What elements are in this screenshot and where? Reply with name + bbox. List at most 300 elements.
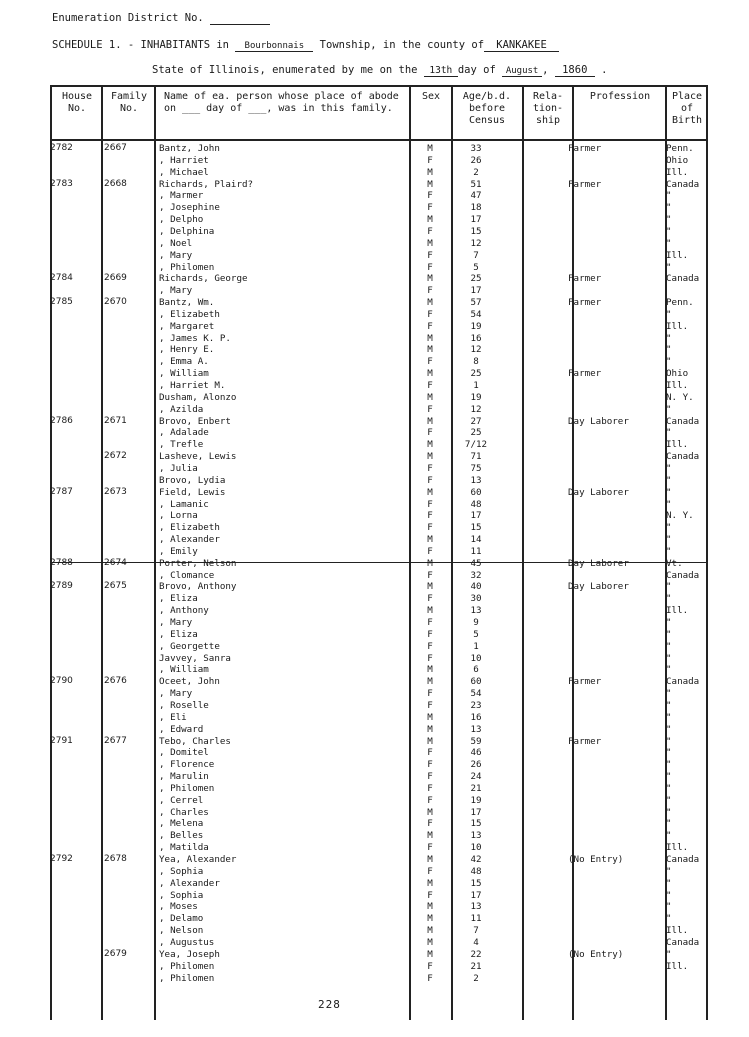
- table-row: [50, 570, 707, 582]
- sex-value: F: [427, 652, 433, 664]
- family-number: 2679: [104, 948, 127, 959]
- person-name: , Harriet M.: [159, 380, 226, 391]
- table-row: [50, 179, 707, 191]
- birthplace-value: ": [666, 474, 672, 486]
- table-row: [50, 961, 707, 973]
- table-row: [50, 830, 707, 842]
- birthplace-value: ": [666, 782, 672, 794]
- person-name: , Sophia: [159, 865, 204, 877]
- sex-value: M: [427, 913, 433, 925]
- birthplace-value: Canada: [666, 273, 700, 285]
- table-row: [50, 593, 707, 605]
- birthplace-value: ": [666, 522, 672, 534]
- sex-value: M: [427, 605, 433, 617]
- sex-value: M: [427, 877, 433, 889]
- birthplace-value: ": [666, 901, 672, 913]
- col-head-relation: Rela- tion- ship: [532, 91, 564, 126]
- house-number: 2785: [50, 297, 73, 308]
- sex-value: F: [427, 380, 433, 391]
- person-name: , Florence: [159, 759, 215, 771]
- birthplace-value: Ill.: [666, 439, 689, 451]
- table-row: [50, 404, 707, 416]
- person-name: Oceet, John: [159, 676, 220, 688]
- sex-value: F: [427, 889, 433, 901]
- sex-value: F: [427, 960, 433, 972]
- sex-value: F: [427, 842, 433, 854]
- age-value: 23: [470, 699, 482, 711]
- age-value: 12: [470, 237, 482, 249]
- sex-value: M: [427, 806, 433, 818]
- sex-value: M: [427, 344, 433, 356]
- table-row: [50, 605, 707, 617]
- table-row: [50, 901, 707, 913]
- age-value: 13: [470, 830, 482, 842]
- person-name: , William: [159, 368, 209, 380]
- table-row: [50, 475, 707, 487]
- age-value: 2: [473, 972, 479, 984]
- table-row: [50, 629, 707, 641]
- family-number: 2677: [104, 735, 127, 746]
- person-name: , Alexander: [159, 534, 220, 546]
- age-value: 1: [473, 380, 479, 391]
- sex-value: F: [427, 356, 433, 368]
- sex-value: F: [427, 308, 433, 320]
- profession-value: Farmer: [568, 273, 602, 285]
- birthplace-value: Canada: [666, 415, 700, 427]
- profession-value: Day Laborer: [568, 581, 629, 593]
- age-value: 60: [470, 486, 482, 498]
- birthplace-value: ": [666, 688, 672, 700]
- birthplace-value: ": [666, 735, 672, 747]
- person-name: Bantz, Wm.: [159, 297, 215, 309]
- person-name: , Lamanic: [159, 498, 209, 510]
- sex-value: F: [427, 498, 433, 510]
- sex-value: M: [427, 486, 433, 498]
- person-name: , Emily: [159, 545, 198, 557]
- sex-value: M: [427, 925, 433, 937]
- birthplace-value: ": [666, 356, 672, 368]
- birthplace-value: ": [666, 806, 672, 818]
- family-number: 2671: [104, 415, 127, 426]
- table-row: [50, 807, 707, 819]
- age-value: 11: [470, 545, 482, 557]
- birthplace-value: Ill.: [666, 605, 689, 617]
- person-name: , Matilda: [159, 842, 209, 854]
- family-number: 2673: [104, 486, 127, 497]
- age-value: 15: [470, 877, 482, 889]
- age-value: 13: [470, 901, 482, 913]
- table-row: [50, 439, 707, 451]
- birthplace-value: Ohio: [666, 368, 689, 380]
- sex-value: F: [427, 747, 433, 759]
- state-line: State of Illinois, enumerated by me on the 13th day of August , 1860 .: [152, 64, 608, 76]
- house-number: 2787: [50, 486, 73, 497]
- table-row: [50, 617, 707, 629]
- birthplace-value: Ill.: [666, 925, 689, 937]
- table-row: [50, 712, 707, 724]
- district-blank: [210, 14, 270, 25]
- table-row: [50, 581, 707, 593]
- person-name: , Philomen: [159, 782, 215, 794]
- person-name: , Adalade: [159, 427, 209, 439]
- person-name: Brovo, Lydia: [159, 474, 226, 486]
- table-row: [50, 818, 707, 830]
- table-row: [50, 333, 707, 345]
- sex-value: F: [427, 782, 433, 794]
- person-name: Lasheve, Lewis: [159, 451, 237, 463]
- birthplace-value: ": [666, 332, 672, 344]
- birthplace-value: ": [666, 202, 672, 214]
- age-value: 42: [470, 854, 482, 865]
- birthplace-value: Penn.: [666, 297, 694, 309]
- sex-value: M: [427, 273, 433, 285]
- table-row: [50, 285, 707, 297]
- sex-value: F: [427, 522, 433, 534]
- table-row: [50, 759, 707, 771]
- table-row: [50, 522, 707, 534]
- birthplace-value: Ohio: [666, 154, 689, 166]
- house-number: 2792: [50, 854, 73, 864]
- sex-value: M: [427, 439, 433, 451]
- table-row: [50, 273, 707, 285]
- table-row: [50, 368, 707, 380]
- sex-value: F: [427, 154, 433, 166]
- person-name: , Josephine: [159, 202, 220, 214]
- person-name: , Marulin: [159, 771, 209, 783]
- person-name: , Mary: [159, 617, 193, 628]
- sex-value: M: [427, 557, 433, 569]
- profession-value: Farmer: [568, 368, 602, 380]
- person-name: , Melena: [159, 818, 204, 830]
- table-row: [50, 949, 707, 961]
- township-value: Bourbonnais: [235, 41, 313, 52]
- age-value: 18: [470, 202, 482, 214]
- age-value: 48: [470, 498, 482, 510]
- birthplace-value: ": [666, 830, 672, 842]
- birthplace-value: ": [666, 534, 672, 546]
- age-value: 10: [470, 652, 482, 664]
- person-name: , Lorna: [159, 510, 198, 522]
- birthplace-value: ": [666, 427, 672, 439]
- birthplace-value: ": [666, 214, 672, 226]
- sex-value: F: [427, 699, 433, 711]
- table-row: [50, 724, 707, 736]
- house-number: 2788: [50, 557, 73, 568]
- age-value: 30: [470, 593, 482, 605]
- table-row: [50, 546, 707, 558]
- sex-value: M: [427, 143, 433, 154]
- age-value: 17: [470, 806, 482, 818]
- sex-value: M: [427, 297, 433, 309]
- birthplace-value: Ill.: [666, 380, 689, 391]
- sex-value: M: [427, 415, 433, 427]
- table-row: [50, 143, 707, 155]
- person-name: Tebo, Charles: [159, 735, 231, 747]
- birthplace-value: N. Y.: [666, 391, 694, 403]
- sex-value: M: [427, 830, 433, 842]
- col-head-family: Family No.: [110, 91, 148, 114]
- sex-value: M: [427, 735, 433, 747]
- age-value: 21: [470, 960, 482, 972]
- sex-value: F: [427, 617, 433, 628]
- sex-value: F: [427, 474, 433, 486]
- age-value: 15: [470, 225, 482, 237]
- table-row: [50, 190, 707, 202]
- person-name: , Noel: [159, 237, 193, 249]
- person-name: , James K. P.: [159, 332, 231, 344]
- age-value: 17: [470, 214, 482, 226]
- profession-value: Farmer: [568, 143, 602, 154]
- house-number: 2783: [50, 178, 73, 189]
- family-number: 2675: [104, 581, 127, 592]
- age-value: 7: [473, 249, 479, 261]
- sex-value: M: [427, 178, 433, 190]
- sex-value: F: [427, 640, 433, 652]
- table-row: [50, 534, 707, 546]
- person-name: Javvey, Sanra: [159, 652, 231, 664]
- birthplace-value: Ill.: [666, 842, 689, 854]
- table-row: [50, 380, 707, 392]
- sex-value: F: [427, 261, 433, 273]
- header-bottom-rule: [50, 139, 707, 141]
- table-row: [50, 866, 707, 878]
- birthplace-value: Ill.: [666, 960, 689, 972]
- birthplace-value: Canada: [666, 569, 700, 581]
- age-value: 54: [470, 308, 482, 320]
- age-value: 16: [470, 711, 482, 723]
- age-value: 13: [470, 474, 482, 486]
- family-number: 2667: [104, 143, 127, 153]
- sex-value: F: [427, 285, 433, 297]
- sex-value: F: [427, 545, 433, 557]
- table-row: [50, 676, 707, 688]
- person-name: , Emma A.: [159, 356, 209, 368]
- birthplace-value: ": [666, 344, 672, 356]
- age-value: 32: [470, 569, 482, 581]
- sex-value: F: [427, 427, 433, 439]
- birthplace-value: ": [666, 403, 672, 415]
- col-head-name: Name of ea. person whose place of abode on ___ day of ___, was in this family.: [164, 91, 399, 114]
- birthplace-value: ": [666, 593, 672, 605]
- sex-value: F: [427, 462, 433, 474]
- birthplace-value: Canada: [666, 451, 700, 463]
- family-number: 2676: [104, 676, 127, 687]
- sex-value: M: [427, 948, 433, 960]
- age-value: 14: [470, 534, 482, 546]
- birthplace-value: ": [666, 545, 672, 557]
- table-row: [50, 783, 707, 795]
- sex-value: M: [427, 936, 433, 948]
- table-row: [50, 499, 707, 511]
- table-row: [50, 226, 707, 238]
- person-name: , Cerrel: [159, 794, 204, 806]
- age-value: 1: [473, 640, 479, 652]
- table-row: [50, 416, 707, 428]
- person-name: , Nelson: [159, 925, 204, 937]
- table-row: [50, 356, 707, 368]
- sex-value: F: [427, 688, 433, 700]
- table-row: [50, 795, 707, 807]
- birthplace-value: ": [666, 190, 672, 202]
- age-value: 21: [470, 782, 482, 794]
- person-name: , Elizabeth: [159, 522, 220, 534]
- sex-value: M: [427, 854, 433, 865]
- person-name: , Eli: [159, 711, 187, 723]
- person-name: , Mary: [159, 285, 193, 297]
- age-value: 24: [470, 771, 482, 783]
- birthplace-value: ": [666, 237, 672, 249]
- person-name: , Delpho: [159, 214, 204, 226]
- table-row: [50, 854, 707, 866]
- birthplace-value: ": [666, 877, 672, 889]
- profession-value: (No Entry): [568, 854, 624, 865]
- age-value: 15: [470, 522, 482, 534]
- person-name: , Belles: [159, 830, 204, 842]
- age-value: 19: [470, 320, 482, 332]
- age-value: 75: [470, 462, 482, 474]
- family-number: 2669: [104, 273, 127, 284]
- age-value: 57: [470, 297, 482, 309]
- birthplace-value: Vt.: [666, 557, 683, 569]
- person-name: , Domitel: [159, 747, 209, 759]
- age-value: 26: [470, 759, 482, 771]
- table-row: [50, 688, 707, 700]
- person-name: , Delamo: [159, 913, 204, 925]
- person-name: , Mary: [159, 688, 193, 700]
- person-name: Richards, Plaird?: [159, 178, 254, 190]
- age-value: 54: [470, 688, 482, 700]
- age-value: 12: [470, 403, 482, 415]
- birthplace-value: ": [666, 759, 672, 771]
- table-row: [50, 653, 707, 665]
- table-row: [50, 451, 707, 463]
- person-name: Yea, Joseph: [159, 948, 220, 960]
- table-row: [50, 238, 707, 250]
- birthplace-value: Ill.: [666, 320, 689, 332]
- birthplace-value: Canada: [666, 854, 700, 865]
- person-name: , Margaret: [159, 320, 215, 332]
- person-name: , Philomen: [159, 960, 215, 972]
- age-value: 7: [473, 925, 479, 937]
- sex-value: F: [427, 972, 433, 984]
- age-value: 7/12: [464, 439, 488, 451]
- person-name: Field, Lewis: [159, 486, 226, 498]
- day-value: 13th: [424, 65, 458, 77]
- profession-value: Farmer: [568, 297, 602, 309]
- age-value: 10: [470, 842, 482, 854]
- table-row: [50, 202, 707, 214]
- age-value: 26: [470, 154, 482, 166]
- age-value: 13: [470, 723, 482, 735]
- table-row: [50, 558, 707, 570]
- person-name: Yea, Alexander: [159, 854, 237, 865]
- person-name: , Moses: [159, 901, 198, 913]
- birthplace-value: N. Y.: [666, 510, 694, 522]
- sex-value: F: [427, 593, 433, 605]
- age-value: 22: [470, 948, 482, 960]
- sex-value: F: [427, 510, 433, 522]
- sex-value: M: [427, 237, 433, 249]
- table-row: [50, 510, 707, 522]
- col-head-house: House No.: [61, 91, 93, 114]
- birthplace-value: Penn.: [666, 143, 694, 154]
- person-name: , Julia: [159, 462, 198, 474]
- person-name: , Georgette: [159, 640, 220, 652]
- profession-value: Day Laborer: [568, 486, 629, 498]
- birthplace-value: ": [666, 913, 672, 925]
- table-row: [50, 973, 707, 985]
- profession-value: Farmer: [568, 676, 602, 688]
- house-number: 2790: [50, 676, 73, 687]
- birthplace-value: ": [666, 486, 672, 498]
- profession-value: Day Laborer: [568, 415, 629, 427]
- age-value: 17: [470, 889, 482, 901]
- sex-value: M: [427, 534, 433, 546]
- family-number: 2670: [104, 297, 127, 308]
- table-row: [50, 664, 707, 676]
- age-value: 2: [473, 166, 479, 178]
- person-name: Brovo, Enbert: [159, 415, 231, 427]
- person-name: Porter, Nelson: [159, 557, 237, 569]
- family-number: 2668: [104, 178, 127, 189]
- age-value: 8: [473, 356, 479, 368]
- person-name: , Trefle: [159, 439, 204, 451]
- family-number: 2678: [104, 854, 127, 864]
- sex-value: M: [427, 166, 433, 178]
- person-name: , Sophia: [159, 889, 204, 901]
- person-name: , Delphina: [159, 225, 215, 237]
- sex-value: F: [427, 225, 433, 237]
- sex-value: F: [427, 771, 433, 783]
- birthplace-value: ": [666, 948, 672, 960]
- age-value: 25: [470, 273, 482, 285]
- sex-value: M: [427, 581, 433, 593]
- birthplace-value: ": [666, 699, 672, 711]
- age-value: 11: [470, 913, 482, 925]
- table-row: [50, 878, 707, 890]
- age-value: 48: [470, 865, 482, 877]
- person-name: , Michael: [159, 166, 209, 178]
- person-name: , Anthony: [159, 605, 209, 617]
- birthplace-value: ": [666, 261, 672, 273]
- birthplace-value: ": [666, 771, 672, 783]
- table-row: [50, 167, 707, 179]
- township-suffix: Township, in the county of: [319, 39, 485, 51]
- sex-value: M: [427, 664, 433, 676]
- age-value: 46: [470, 747, 482, 759]
- sex-value: M: [427, 676, 433, 688]
- table-row: [50, 747, 707, 759]
- schedule-text: SCHEDULE 1. - INHABITANTS in: [52, 39, 230, 51]
- profession-value: (No Entry): [568, 948, 624, 960]
- table-row: [50, 463, 707, 475]
- birthplace-value: ": [666, 723, 672, 735]
- table-row: [50, 771, 707, 783]
- table-row: [50, 297, 707, 309]
- birthplace-value: ": [666, 308, 672, 320]
- house-number: 2784: [50, 273, 73, 284]
- county-value: KANKAKEE: [484, 39, 559, 52]
- table-row: [50, 700, 707, 712]
- birthplace-value: ": [666, 794, 672, 806]
- birthplace-value: ": [666, 498, 672, 510]
- table-row: [50, 392, 707, 404]
- birthplace-value: ": [666, 628, 672, 640]
- birthplace-value: ": [666, 818, 672, 830]
- table-row: [50, 641, 707, 653]
- sex-value: M: [427, 214, 433, 226]
- birthplace-value: ": [666, 747, 672, 759]
